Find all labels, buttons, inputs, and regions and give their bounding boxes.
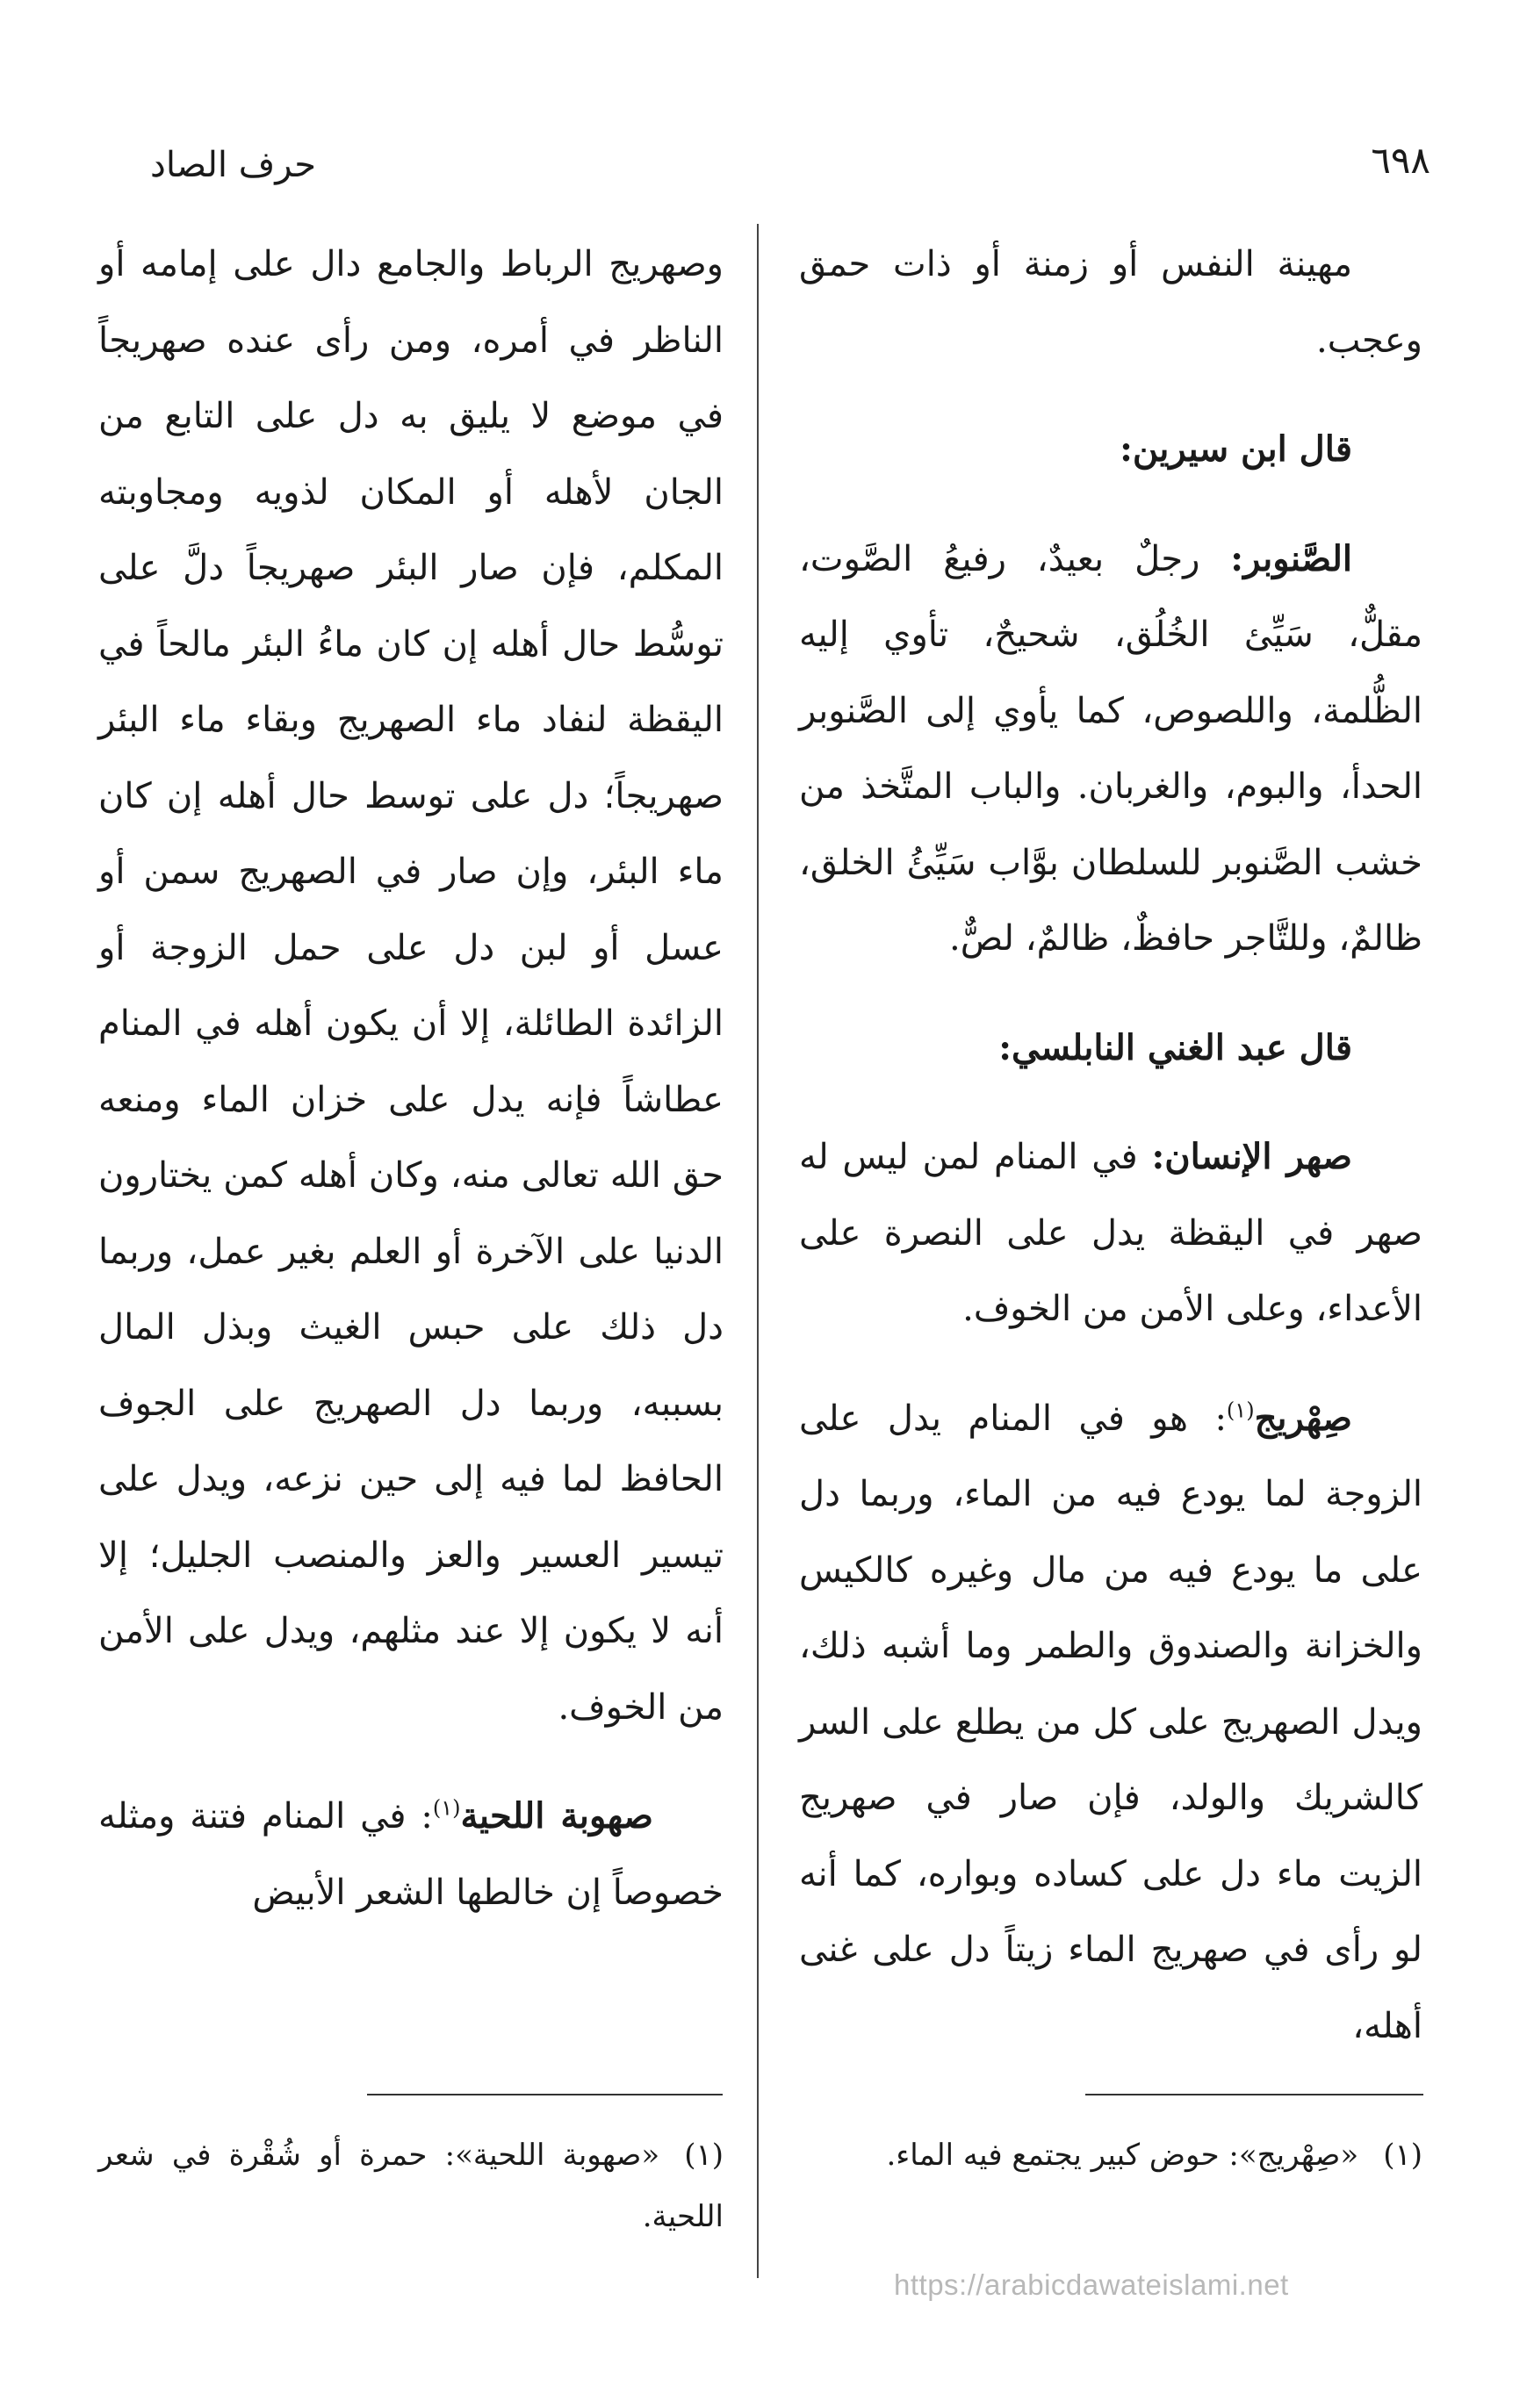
running-header: حرف الصاد — [150, 145, 316, 185]
footnote-text: «صهوبة اللحية»: حمرة أو شُقْرة في شعر اللحية. — [98, 2138, 724, 2234]
entry-text: في المنام لمن ليس له صهر في اليقظة يدل على النصرة على الأعداء، وعلى الأمن من الخوف. — [799, 1137, 1422, 1329]
entry-text: رجلٌ بعيدٌ، رفيعُ الصَّوت، مقلٌّ، سَيِّئ الخُلُق، شحيحٌ، تأوي إليه الظُّلمة، واللصوص، كما يأوي إلى الصَّنوبر الحدأ، والبوم، والغربان. والباب المتَّخذ من خشب الصَّنوبر للسلطان بوَّاب سَيِّئُ الخلق، ظالمٌ، وللتَّاجر حافظٌ، ظالمٌ، لصٌّ. — [799, 538, 1422, 959]
footnote-marker: (١) — [432, 1795, 461, 1821]
paragraph: وصهريج الرباط والجامع دال على إمامه أو الناظر في أمره، ومن رأى عنده صهريجاً في موضع لا يليق به دل على التابع من الجان لأهله أو المكان لذويه ومجاوبته المكلم، فإن صار البئر صهريجاً دلَّ على توسُّط حال أهله إن كان ماءُ البئر مالحاً في اليقظة لنفاد ماء الصهريج وبقاء ماء البئر صهريجاً؛ دل على توسط حال أهله إن كان ماء البئر، وإن صار في الصهريج سمن أو عسل أو لبن دل على حمل الزوجة أو الزائدة الطائلة، إلا أن يكون أهله في المنام عطاشاً فإنه يدل على خزان الماء ومنعه حق الله تعالى منه، وكان أهله كمن يختارون الدنيا على الآخرة أو العلم بغير عمل، وربما دل ذلك على حبس الغيث وبذل المال بسببه، وربما دل الصهريج على الجوف الحافظ لما فيه إلى حين نزعه، ويدل على تيسير العسير والعز والمنصب الجليل؛ إلا أنه لا يكون إلا عند مثلهم، ويدل على الأمن من الخوف. — [98, 244, 724, 1728]
entry-paragraph — [799, 521, 1422, 977]
entry-text: : هو في المنام يدل على الزوجة لما يودع فيه من الماء، وربما دل على ما يودع فيه من مال وغيره كالكيس والخزانة والصندوق والطمر وما أشبه ذلك، ويدل الصهريج على كل من يطلع على السر كالشريك والولد، فإن صار في صهريج الزيت ماء دل على كساده وبواره، كما أنه لو رأى في صهريج الماء زيتاً دل على غنى أهله، — [799, 1398, 1422, 2046]
footnote-text: «صِهْريج»: حوض كبير يجتمع فيه الماء. — [886, 2138, 1359, 2173]
section-heading: قال عبد الغني النابلسي: — [998, 1026, 1352, 1068]
entry-term: الصَّنوبر: — [1230, 537, 1352, 579]
footnote-marker: (١) — [1226, 1398, 1255, 1423]
left-column — [98, 226, 724, 1930]
entry-term: صهر الإنسان: — [1151, 1136, 1353, 1177]
footnote-rule — [1085, 2094, 1423, 2095]
footnote — [808, 2124, 1422, 2186]
entry-paragraph — [98, 1779, 724, 1930]
section-heading: قال ابن سيرين: — [1120, 428, 1352, 470]
right-column — [799, 226, 1422, 2064]
footnote-number: (١) — [1383, 2138, 1422, 2173]
paragraph: مهينة النفس أو زمنة أو ذات حمق وعجب. — [799, 244, 1422, 361]
entry-term: صهوبة اللحية — [460, 1795, 654, 1837]
footnote-rule — [367, 2094, 723, 2095]
entry-paragraph — [799, 1381, 1422, 2065]
entry-paragraph — [799, 1119, 1422, 1348]
entry-term: صِهْريج — [1254, 1397, 1352, 1439]
footnote — [98, 2124, 724, 2247]
column-divider — [757, 224, 759, 2278]
entry-text: : في المنام فتنة ومثله خصوصاً إن خالطها الشعر الأبيض — [98, 1796, 724, 1913]
page-number: ٦٩٨ — [1371, 139, 1430, 182]
watermark-url: https://arabicdawateislami.net — [894, 2268, 1289, 2301]
footnote-number: (١) — [684, 2138, 724, 2173]
